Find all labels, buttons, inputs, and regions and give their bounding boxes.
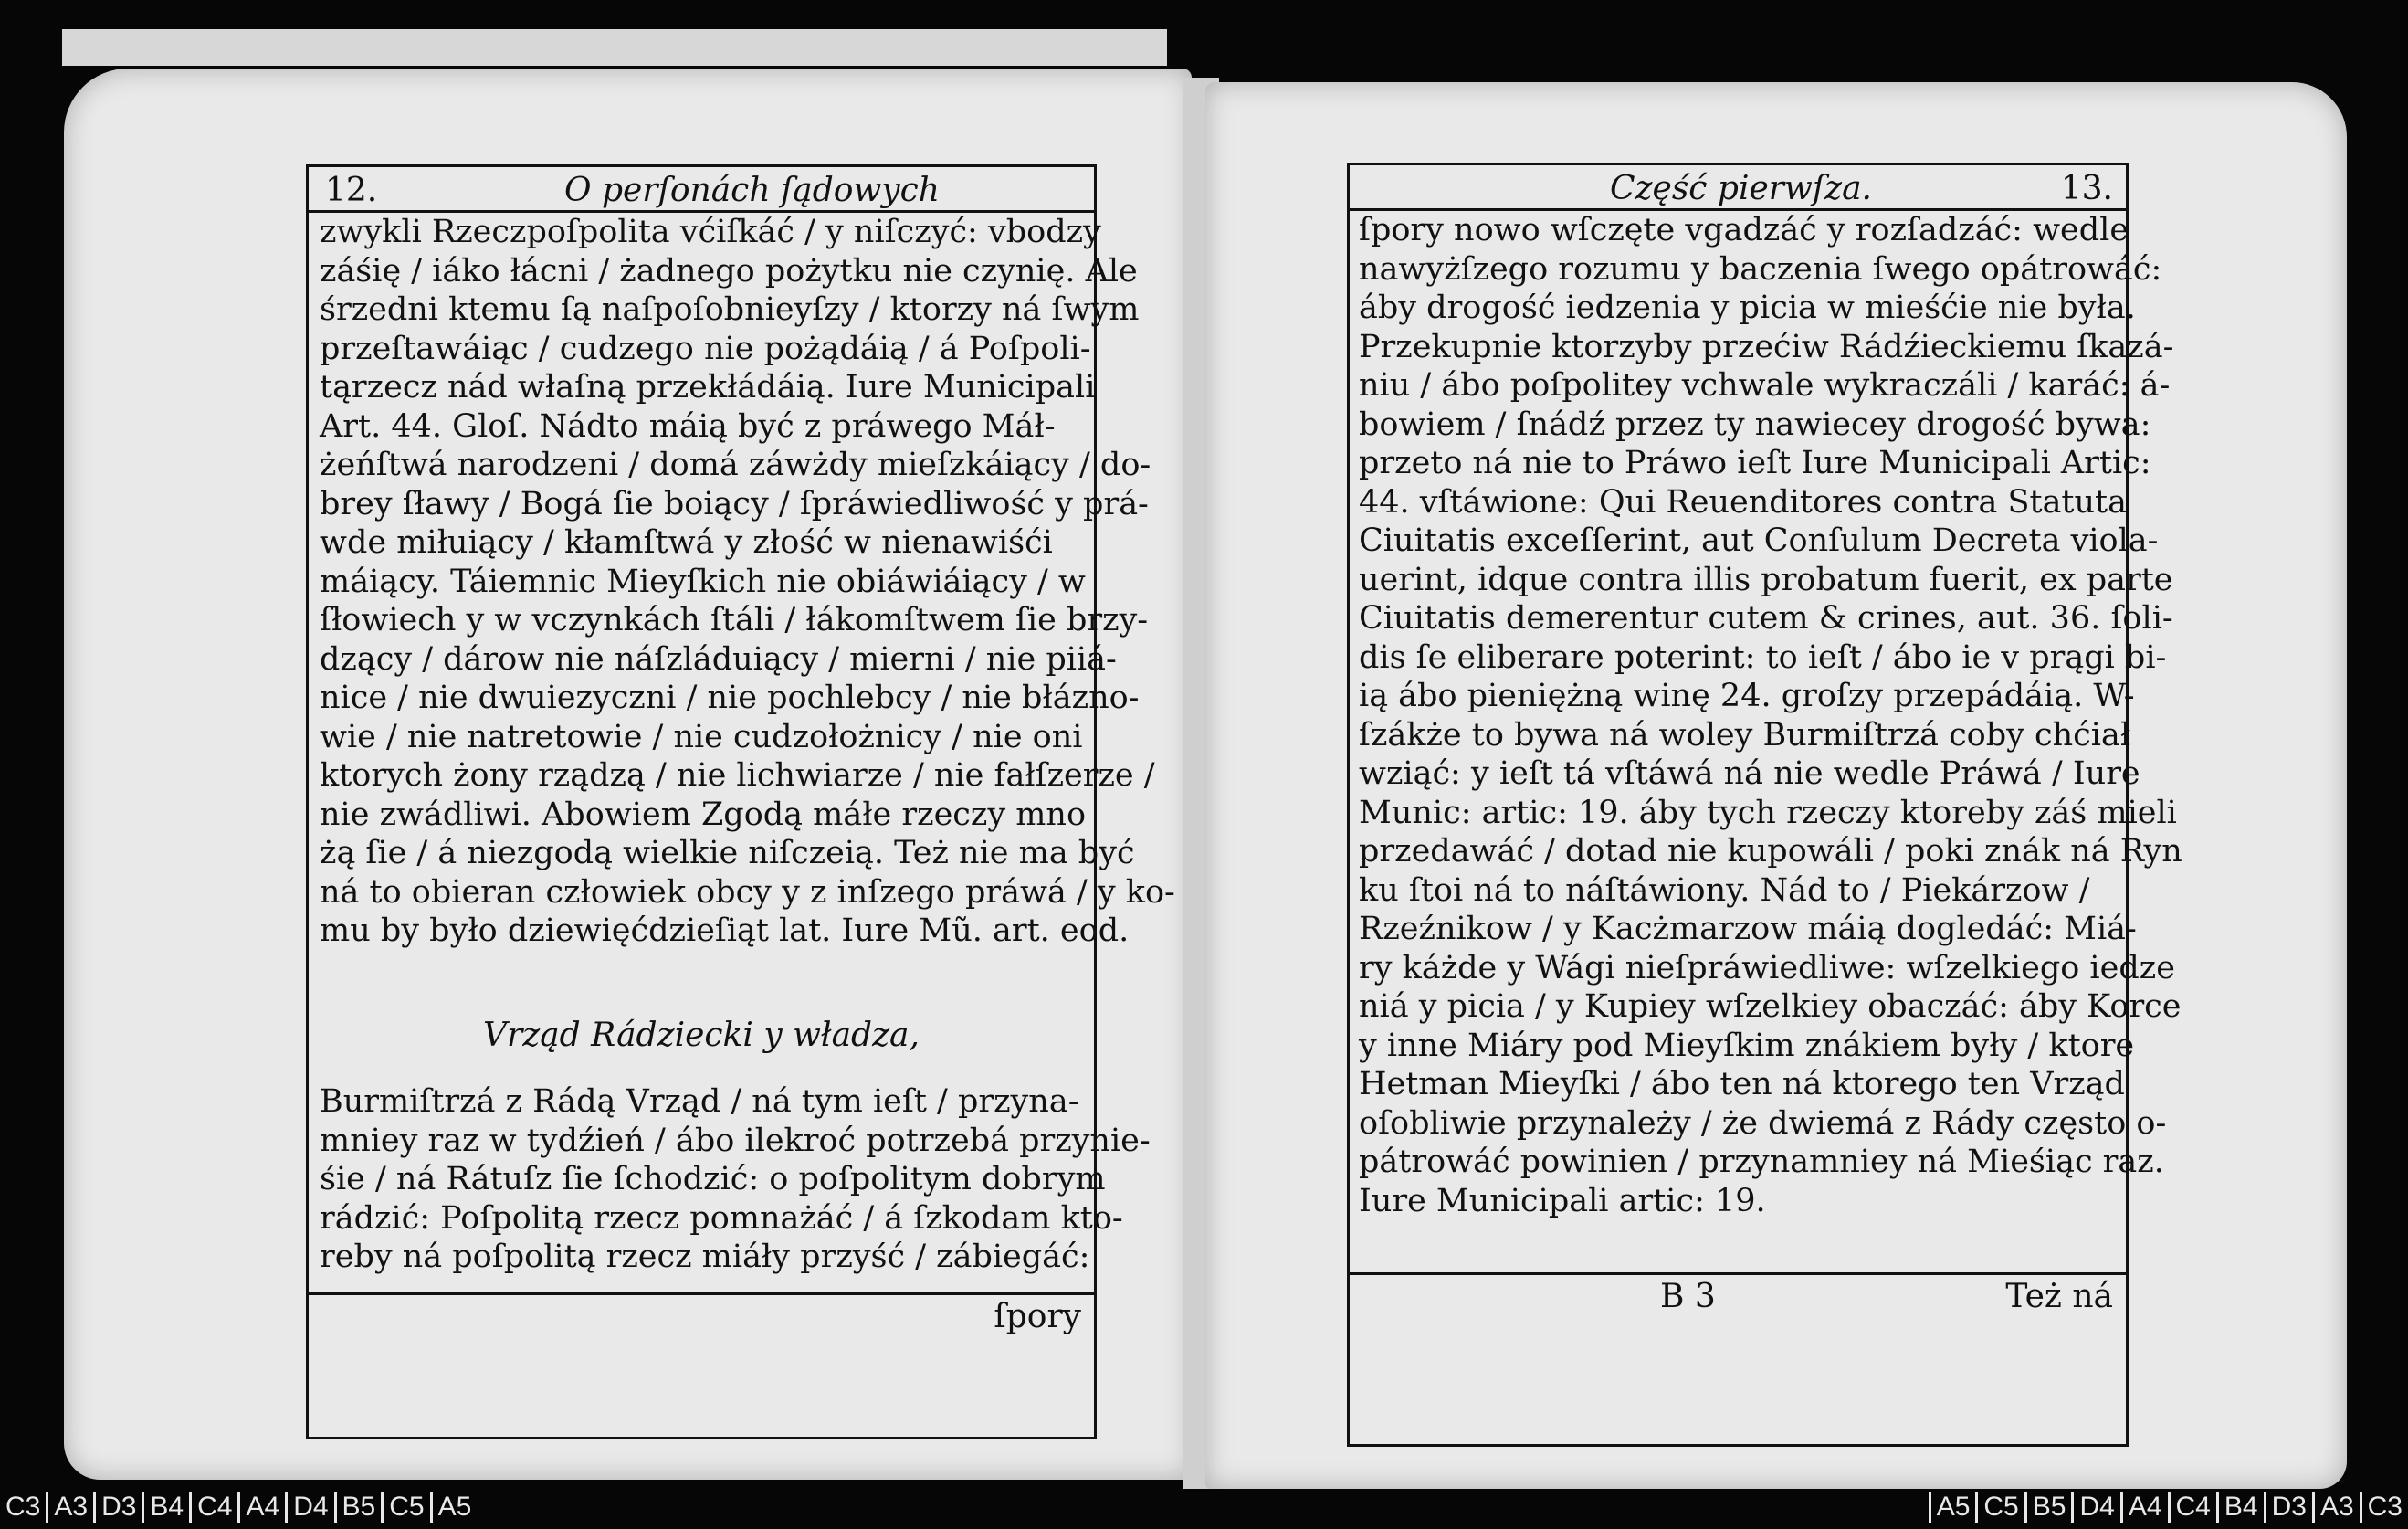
text-line: dzący / dárow nie náſzláduiący / mierni / nie piiá- [320, 640, 1117, 678]
right-catchword: Też ná [2005, 1278, 2113, 1315]
text-line: wde miłuiący / kłamſtwá y złość w nienawiśći [320, 524, 1053, 561]
index-tab-label: B4 [142, 1492, 189, 1523]
text-line: reby ná poſpolitą rzecz miáły przyść / zábiegáć: [320, 1239, 1090, 1275]
text-line: Munic: artic: 19. áby tych rzeczy ktoreby záś mieli [1359, 794, 2177, 831]
left-footer-rule [309, 1292, 1094, 1295]
right-page-number: 13. [2060, 170, 2113, 207]
text-line: oſobliwie przynależy / że dwiemá z Rády często o- [1359, 1104, 2167, 1142]
left-page-number: 12. [325, 172, 378, 209]
text-line: y inne Miáry pod Mieyſkim znákiem były / ktore [1359, 1027, 2135, 1064]
text-line: Hetman Mieyſki / ábo ten ná ktorego ten Vrząd [1359, 1066, 2125, 1102]
text-line: Rzeźnikow / y Kacżmarzow máią dogledáć: Miá- [1359, 911, 2137, 947]
text-line: ſłowiech y w vczynkách ſtáli / łákomſtwem ſie brzy- [320, 602, 1149, 638]
text-line: Art. 44. Gloſ. Nádto máią być z práwego Máł- [320, 407, 1056, 445]
text-line: wie / nie natretowie / nie cudzołożnicy / nie oni [320, 718, 1083, 755]
index-tab-label: D4 [285, 1492, 333, 1523]
text-line: záśię / iáko łácni / żadnego pożytku nie czynię. Ale [320, 252, 1138, 290]
text-line: ná to obieran człowiek obcy y z inſzego práwá / y ko- [320, 873, 1175, 911]
right-footer-rule [1350, 1272, 2126, 1275]
index-tab-label: A5 [430, 1492, 478, 1523]
index-tab-label: B5 [334, 1492, 382, 1523]
left-catchword: ſpory [994, 1298, 1081, 1335]
text-line: nie zwádliwi. Abowiem Zgodą máłe rzeczy mno [320, 796, 1087, 833]
text-line: niá y picia / y Kupiey wſzelkiey obaczáć: áby Korce [1359, 988, 2182, 1025]
right-body-text [1359, 211, 2182, 1220]
text-line: Ciuitatis demerentur cutem & crines, aut. 36. ſoli- [1359, 600, 2173, 637]
right-text-frame [1347, 163, 2182, 1447]
text-line: mu by było dziewięćdzieſiąt lat. Iure Mũ. art. eod. [320, 912, 1130, 949]
text-line: ſpory nowo wſczęte vgadzáć y rozſadzáć: wedle [1359, 212, 2129, 248]
index-tab-label: D4 [2071, 1492, 2119, 1523]
text-line: uerint, idque contra illis probatum fuerit, ex parte [1359, 561, 2173, 598]
text-line: Ciuitatis exceſſerint, aut Conſulum Decreta viola- [1359, 522, 2159, 559]
text-line: przedawáć / dotad nie kupowáli / poki znák ná Ryn [1359, 833, 2182, 870]
text-line: śie / ná Rátuſz ſie ſchodzić: o poſpolitym dobrym [320, 1161, 1106, 1197]
text-line: ſzákże to bywa ná woley Burmiſtrzá coby chćiał [1359, 716, 2131, 754]
text-line: śrzedni ktemu ſą naſpoſobnieyſzy / ktorzy ná ſwym [320, 291, 1140, 328]
right-running-head: Część pierwſza. [1610, 170, 1872, 207]
text-line: niu / ábo poſpolitey vchwale wykraczáli / karáć: á- [1359, 367, 2171, 404]
left-body-text [320, 213, 1175, 951]
text-line: nice / nie dwuiezyczni / nie pochlebcy / nie błázno- [320, 680, 1140, 716]
section-heading: Vrząd Rádziecki y władza, [483, 1017, 920, 1054]
index-tab-label: C4 [189, 1492, 237, 1523]
text-line: przeſtawáiąc / cudzego nie pożądáią / á Poſpoli- [320, 330, 1091, 367]
index-tab-label: A4 [2120, 1492, 2168, 1523]
text-line: ku ſtoi ná to náſtáwiony. Nád to / Piekárzow / [1359, 871, 2090, 909]
text-line: ry káżde y Wági nieſpráwiedliwe: wſzelkiego iedze [1359, 949, 2175, 986]
text-line: wziąć: y ieſt tá vſtáwá ná nie wedle Práwá / Iure [1359, 755, 2140, 792]
index-tab-label: C3 [2360, 1492, 2408, 1523]
index-tab-label: A5 [1929, 1492, 1976, 1523]
signature-mark: B 3 [1660, 1278, 1716, 1315]
text-line: przeto ná nie to Práwo ieſt Iure Municipali Artic: [1359, 445, 2151, 481]
index-tab-label: C5 [1975, 1492, 2024, 1523]
text-line: Burmiſtrzá z Rádą Vrząd / ná tym ieſt / przyna- [320, 1083, 1079, 1120]
left-running-head: O perſonách ſądowych [564, 172, 940, 209]
left-body-text-2 [320, 1082, 1151, 1277]
text-line: dis ſe eliberare poterint: to ieſt / ábo ie v prągi bi- [1359, 638, 2167, 676]
index-tab-label: A3 [2312, 1492, 2360, 1523]
text-line: brey ſławy / Bogá ſie boiący / ſpráwiedliwość y prá- [320, 485, 1149, 522]
text-line: ktorych żony rządzą / nie lichwiarze / nie fałſzerze / [320, 757, 1155, 794]
text-line: rádzić: Poſpolitą rzecz pomnażáć / á ſzkodam kto- [320, 1199, 1123, 1237]
index-tabs-right [1929, 1487, 2408, 1527]
text-line: pátrowáć powinien / przynamniey ná Mieśiąc raz. [1359, 1144, 2164, 1180]
text-line: żeńſtwá narodzeni / domá záwżdy mieſzkáiący / do- [320, 447, 1151, 483]
text-line: bowiem / ſnádź przez ty nawiecey drogość bywa: [1359, 406, 2151, 443]
text-line: áby drogość iedzenia y picia w mieśćie nie była. [1359, 290, 2136, 326]
text-line: 44. vſtáwione: Qui Reuenditores contra Statuta [1359, 483, 2127, 521]
text-line: ią ábo pieniężną winę 24. groſzy przepádáią. W- [1359, 678, 2135, 714]
index-tab-label: C4 [2168, 1492, 2216, 1523]
index-tab-label: B4 [2216, 1492, 2264, 1523]
index-tab-label: B5 [2024, 1492, 2072, 1523]
index-tab-label: A4 [237, 1492, 285, 1523]
index-tab-label: C5 [381, 1492, 429, 1523]
text-line: żą ſie / á niezgodą wielkie niſczeią. Też nie ma być [320, 835, 1135, 871]
text-line: nawyżſzego rozumu y baczenia ſwego opátrowáć: [1359, 250, 2162, 288]
left-text-frame [306, 164, 1175, 1439]
text-line: Przekupnie ktorzyby przećiw Rádźieckiemu ſkazá- [1359, 328, 2174, 365]
text-line: máiący. Táiemnic Mieyſkich nie obiáwiáiący / w [320, 563, 1086, 600]
text-line: Iure Municipali artic: 19. [1359, 1182, 1766, 1219]
text-line: tąrzecz nád właſną przekłádáią. Iure Municipali [320, 369, 1096, 406]
index-tab-label: C3 [5, 1492, 41, 1522]
text-line: zwykli Rzeczpoſpolita vćiſkáć / y niſczyć: vbodzy [320, 214, 1101, 250]
paper-strip [62, 29, 1167, 66]
text-line: mniey raz w tydźień / ábo ilekroć potrzebá przynie- [320, 1122, 1151, 1159]
index-tabs-left [0, 1487, 477, 1527]
index-tab-label: D3 [2264, 1492, 2312, 1523]
index-tab-label: D3 [93, 1492, 142, 1523]
index-tab-label: A3 [46, 1492, 93, 1523]
